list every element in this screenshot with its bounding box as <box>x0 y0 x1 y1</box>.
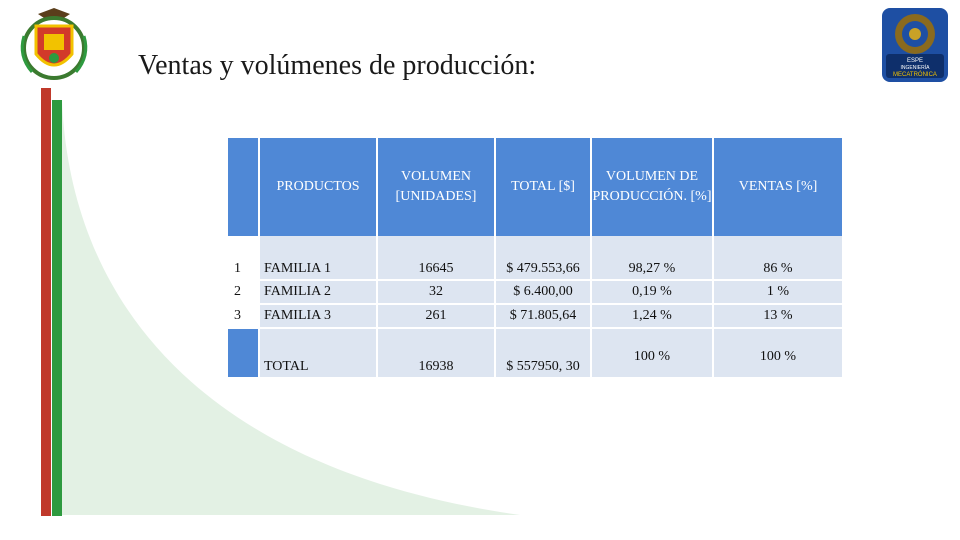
cell-producto: FAMILIA 1 <box>259 236 377 280</box>
gear-logo <box>880 6 950 84</box>
cell-total: $ 71.805,64 <box>495 304 591 328</box>
cell-ventas: 13 % <box>713 304 842 328</box>
cell-volumen-pct: 0,19 % <box>591 280 713 304</box>
table-header-row <box>228 138 842 236</box>
cell-ventas: 1 % <box>713 280 842 304</box>
cell-total: $ 6.400,00 <box>495 280 591 304</box>
cell-volumen: 16645 <box>377 236 495 280</box>
logo-text-mecatronica: MECATRÓNICA <box>893 72 937 78</box>
cell-ventas: 86 % <box>713 236 842 280</box>
table-row <box>228 304 842 328</box>
row-index: 1 <box>228 236 259 280</box>
sales-production-table <box>228 138 842 379</box>
cell-producto: FAMILIA 2 <box>259 280 377 304</box>
total-index-cell <box>228 328 259 378</box>
coat-of-arms-logo <box>8 6 100 84</box>
cell-volumen-pct: 98,27 % <box>591 236 713 280</box>
logo-text-espe: ESPE <box>906 58 924 64</box>
header-productos: PRODUCTOS <box>259 138 377 236</box>
table-row <box>228 280 842 304</box>
cell-volumen: 261 <box>377 304 495 328</box>
slide-title: Ventas y volúmenes de producción: <box>138 50 537 81</box>
row-index: 2 <box>228 280 259 304</box>
cell-volumen: 32 <box>377 280 495 304</box>
index-header-cell <box>228 138 259 236</box>
cell-total-volumen-pct: 100 % <box>591 328 713 378</box>
header-volumen-pct: VOLUMEN DE PRODUCCIÓN. [%] <box>591 138 713 236</box>
green-stripe <box>52 100 62 516</box>
cell-total-label: TOTAL <box>259 328 377 378</box>
cell-total-total: $ 557950, 30 <box>495 328 591 378</box>
red-stripe <box>41 88 51 516</box>
row-index: 3 <box>228 304 259 328</box>
header-total: TOTAL [$] <box>495 138 591 236</box>
cell-total: $ 479.553,66 <box>495 236 591 280</box>
cell-total-volumen: 16938 <box>377 328 495 378</box>
header-ventas: VENTAS [%] <box>713 138 842 236</box>
table-total-row <box>228 328 842 378</box>
cell-producto: FAMILIA 3 <box>259 304 377 328</box>
header-volumen: VOLUMEN [UNIDADES] <box>377 138 495 236</box>
cell-total-ventas: 100 % <box>713 328 842 378</box>
logo-text-ingenieria: INGENIERÍA <box>900 65 930 71</box>
table-row <box>228 236 842 280</box>
cell-volumen-pct: 1,24 % <box>591 304 713 328</box>
